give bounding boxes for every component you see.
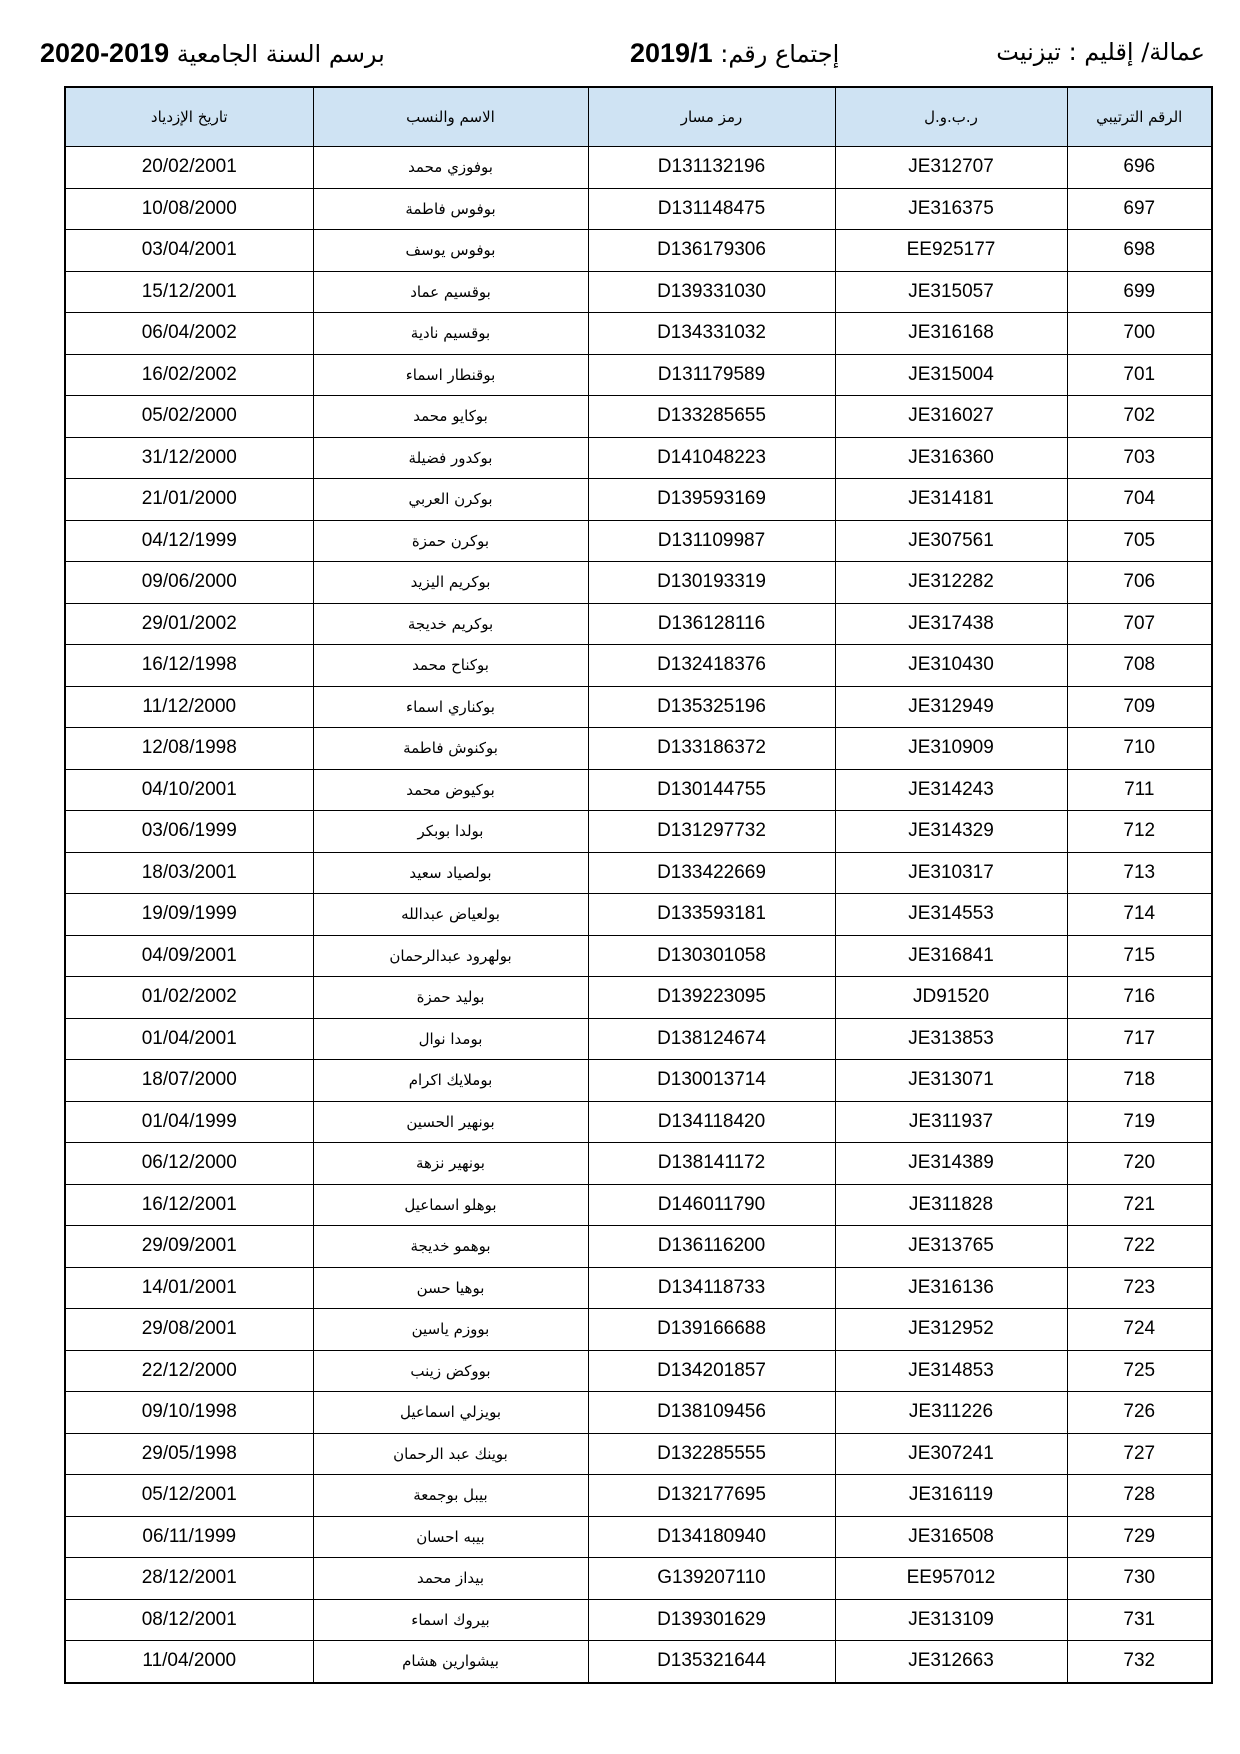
column-header-name: الاسم والنسب [313,87,588,147]
table-row [65,479,1212,521]
cell-cin: JE310317 [835,852,1067,894]
table-row [65,1101,1212,1143]
cell-dob: 28/12/2001 [65,1558,313,1600]
cell-cin: JD91520 [835,977,1067,1019]
cell-cin: JE314181 [835,479,1067,521]
cell-seq: 718 [1067,1060,1212,1102]
cell-cin: JE312952 [835,1309,1067,1351]
cell-dob: 20/02/2001 [65,147,313,189]
cell-seq: 714 [1067,894,1212,936]
table-row [65,354,1212,396]
cell-name: بوكناح محمد [313,645,588,687]
cell-massar: D136179306 [588,230,835,272]
cell-massar: D146011790 [588,1184,835,1226]
cell-dob: 19/09/1999 [65,894,313,936]
academic-year [40,38,385,69]
meeting-label: إجتماع رقم: [720,40,840,68]
table-row [65,811,1212,853]
cell-cin: JE307561 [835,520,1067,562]
cell-seq: 710 [1067,728,1212,770]
cell-name: بوهلو اسماعيل [313,1184,588,1226]
table-row [65,1350,1212,1392]
students-table [64,86,1213,1684]
cell-massar: D131109987 [588,520,835,562]
table-row [65,852,1212,894]
cell-seq: 705 [1067,520,1212,562]
cell-cin: JE317438 [835,603,1067,645]
cell-name: بوكرن حمزة [313,520,588,562]
cell-cin: JE314853 [835,1350,1067,1392]
cell-massar: D134118733 [588,1267,835,1309]
cell-seq: 713 [1067,852,1212,894]
cell-cin: JE316360 [835,437,1067,479]
table-row [65,769,1212,811]
table-row [65,147,1212,189]
table-row [65,645,1212,687]
cell-cin: JE312707 [835,147,1067,189]
cell-name: بوفوزي محمد [313,147,588,189]
cell-dob: 11/04/2000 [65,1641,313,1683]
table-header-row [65,87,1212,147]
cell-name: بوقنطار اسماء [313,354,588,396]
table-row [65,1309,1212,1351]
cell-cin: JE311937 [835,1101,1067,1143]
table-row [65,562,1212,604]
table-row [65,1558,1212,1600]
cell-seq: 699 [1067,271,1212,313]
cell-seq: 708 [1067,645,1212,687]
academic-year-value: 2020-2019 [40,38,170,68]
table-row [65,1018,1212,1060]
cell-massar: D134118420 [588,1101,835,1143]
cell-name: بويزلي اسماعيل [313,1392,588,1434]
cell-name: بوكدور فضيلة [313,437,588,479]
cell-massar: D138124674 [588,1018,835,1060]
cell-name: بولهرود عبدالرحمان [313,935,588,977]
table-row [65,894,1212,936]
cell-massar: D131148475 [588,188,835,230]
cell-cin: JE313071 [835,1060,1067,1102]
cell-massar: D132285555 [588,1433,835,1475]
cell-massar: D138141172 [588,1143,835,1185]
cell-name: بوكيوض محمد [313,769,588,811]
cell-dob: 29/08/2001 [65,1309,313,1351]
cell-dob: 09/10/1998 [65,1392,313,1434]
cell-cin: JE316841 [835,935,1067,977]
cell-cin: JE314389 [835,1143,1067,1185]
cell-seq: 698 [1067,230,1212,272]
cell-dob: 10/08/2000 [65,188,313,230]
table-row [65,1641,1212,1683]
cell-cin: JE307241 [835,1433,1067,1475]
prefecture-label: عمالة/ إقليم : تيزنيت [996,38,1205,66]
meeting-info [630,38,839,69]
cell-seq: 709 [1067,686,1212,728]
cell-name: بوليد حمزة [313,977,588,1019]
cell-massar: D131132196 [588,147,835,189]
table-row [65,1226,1212,1268]
cell-seq: 712 [1067,811,1212,853]
cell-cin: JE313109 [835,1599,1067,1641]
table-row [65,1267,1212,1309]
cell-dob: 01/04/2001 [65,1018,313,1060]
cell-seq: 730 [1067,1558,1212,1600]
meeting-number: 2019/1 [630,38,713,68]
cell-name: بوفوس فاطمة [313,188,588,230]
cell-seq: 706 [1067,562,1212,604]
cell-seq: 715 [1067,935,1212,977]
column-header-cin: ر.ب.و.ل [835,87,1067,147]
cell-dob: 18/03/2001 [65,852,313,894]
cell-cin: JE314329 [835,811,1067,853]
cell-cin: JE311828 [835,1184,1067,1226]
cell-cin: JE316508 [835,1516,1067,1558]
column-header-massar: رمز مسار [588,87,835,147]
cell-massar: D135325196 [588,686,835,728]
cell-seq: 701 [1067,354,1212,396]
cell-cin: JE316136 [835,1267,1067,1309]
cell-dob: 06/11/1999 [65,1516,313,1558]
cell-seq: 725 [1067,1350,1212,1392]
cell-name: بولعياض عبدالله [313,894,588,936]
table-row [65,603,1212,645]
cell-massar: D139166688 [588,1309,835,1351]
cell-cin: JE313765 [835,1226,1067,1268]
cell-massar: G139207110 [588,1558,835,1600]
cell-name: بوكايو محمد [313,396,588,438]
cell-massar: D132177695 [588,1475,835,1517]
cell-seq: 723 [1067,1267,1212,1309]
page-header [40,38,1205,78]
cell-name: بوكريم اليزيد [313,562,588,604]
cell-seq: 717 [1067,1018,1212,1060]
cell-massar: D135321644 [588,1641,835,1683]
cell-seq: 728 [1067,1475,1212,1517]
cell-dob: 04/10/2001 [65,769,313,811]
cell-cin: JE316027 [835,396,1067,438]
table-row [65,271,1212,313]
cell-dob: 18/07/2000 [65,1060,313,1102]
cell-cin: EE957012 [835,1558,1067,1600]
cell-dob: 04/12/1999 [65,520,313,562]
cell-name: بوكنوش فاطمة [313,728,588,770]
table-row [65,1184,1212,1226]
cell-massar: D136128116 [588,603,835,645]
cell-dob: 16/02/2002 [65,354,313,396]
academic-year-label: برسم السنة الجامعية [176,40,385,68]
cell-dob: 31/12/2000 [65,437,313,479]
cell-massar: D130144755 [588,769,835,811]
cell-dob: 06/04/2002 [65,313,313,355]
cell-cin: JE311226 [835,1392,1067,1434]
cell-seq: 697 [1067,188,1212,230]
cell-massar: D141048223 [588,437,835,479]
table-row [65,437,1212,479]
cell-cin: JE313853 [835,1018,1067,1060]
cell-massar: D139223095 [588,977,835,1019]
cell-dob: 16/12/2001 [65,1184,313,1226]
cell-dob: 01/04/1999 [65,1101,313,1143]
cell-name: بيبه احسان [313,1516,588,1558]
cell-seq: 720 [1067,1143,1212,1185]
cell-massar: D134201857 [588,1350,835,1392]
table-row [65,1475,1212,1517]
table-row [65,396,1212,438]
cell-cin: JE312949 [835,686,1067,728]
table-row [65,1060,1212,1102]
column-header-dob: تاريخ الإزدياد [65,87,313,147]
cell-seq: 703 [1067,437,1212,479]
cell-seq: 722 [1067,1226,1212,1268]
cell-cin: JE314553 [835,894,1067,936]
cell-massar: D134180940 [588,1516,835,1558]
cell-dob: 06/12/2000 [65,1143,313,1185]
cell-cin: JE310909 [835,728,1067,770]
cell-dob: 29/09/2001 [65,1226,313,1268]
cell-cin: JE314243 [835,769,1067,811]
cell-cin: JE316119 [835,1475,1067,1517]
table-row [65,1599,1212,1641]
cell-seq: 732 [1067,1641,1212,1683]
table-row [65,1433,1212,1475]
table-row [65,1516,1212,1558]
cell-cin: JE315004 [835,354,1067,396]
cell-seq: 726 [1067,1392,1212,1434]
cell-dob: 09/06/2000 [65,562,313,604]
cell-name: بومدا نوال [313,1018,588,1060]
cell-massar: D139331030 [588,271,835,313]
cell-name: بوكناري اسماء [313,686,588,728]
cell-seq: 707 [1067,603,1212,645]
cell-cin: JE312663 [835,1641,1067,1683]
table-row [65,935,1212,977]
table-row [65,977,1212,1019]
cell-massar: D130193319 [588,562,835,604]
cell-seq: 704 [1067,479,1212,521]
cell-massar: D131297732 [588,811,835,853]
cell-name: بوينك عبد الرحمان [313,1433,588,1475]
cell-name: بولصياد سعيد [313,852,588,894]
cell-name: بوملايك اكرام [313,1060,588,1102]
cell-massar: D136116200 [588,1226,835,1268]
cell-cin: JE316168 [835,313,1067,355]
cell-seq: 729 [1067,1516,1212,1558]
cell-seq: 724 [1067,1309,1212,1351]
cell-dob: 05/02/2000 [65,396,313,438]
cell-dob: 05/12/2001 [65,1475,313,1517]
table-body [65,147,1212,1683]
cell-name: بيروك اسماء [313,1599,588,1641]
cell-name: بوقسيم نادية [313,313,588,355]
table-row [65,1392,1212,1434]
table-row [65,230,1212,272]
cell-dob: 21/01/2000 [65,479,313,521]
cell-seq: 700 [1067,313,1212,355]
cell-seq: 702 [1067,396,1212,438]
students-table-wrapper [64,86,1211,1684]
cell-dob: 14/01/2001 [65,1267,313,1309]
cell-dob: 16/12/1998 [65,645,313,687]
table-row [65,686,1212,728]
cell-name: بيبل بوجمعة [313,1475,588,1517]
cell-massar: D134331032 [588,313,835,355]
cell-dob: 08/12/2001 [65,1599,313,1641]
table-row [65,728,1212,770]
cell-name: بوكريم خديجة [313,603,588,645]
table-row [65,520,1212,562]
cell-dob: 11/12/2000 [65,686,313,728]
cell-dob: 03/04/2001 [65,230,313,272]
cell-cin: EE925177 [835,230,1067,272]
cell-dob: 29/01/2002 [65,603,313,645]
cell-name: بيداز محمد [313,1558,588,1600]
table-row [65,188,1212,230]
cell-name: بوهيا حسن [313,1267,588,1309]
cell-seq: 731 [1067,1599,1212,1641]
cell-name: بونهير نزهة [313,1143,588,1185]
cell-massar: D138109456 [588,1392,835,1434]
cell-name: بوفوس يوسف [313,230,588,272]
cell-seq: 721 [1067,1184,1212,1226]
cell-massar: D139301629 [588,1599,835,1641]
cell-cin: JE312282 [835,562,1067,604]
cell-dob: 12/08/1998 [65,728,313,770]
cell-seq: 696 [1067,147,1212,189]
column-header-seq: الرقم الترتيبي [1067,87,1212,147]
cell-dob: 01/02/2002 [65,977,313,1019]
cell-cin: JE315057 [835,271,1067,313]
cell-massar: D130013714 [588,1060,835,1102]
cell-massar: D133285655 [588,396,835,438]
table-row [65,1143,1212,1185]
cell-cin: JE316375 [835,188,1067,230]
cell-name: بوكرن العربي [313,479,588,521]
cell-dob: 03/06/1999 [65,811,313,853]
cell-name: بووزم ياسين [313,1309,588,1351]
cell-massar: D131179589 [588,354,835,396]
cell-massar: D133422669 [588,852,835,894]
cell-massar: D132418376 [588,645,835,687]
cell-seq: 727 [1067,1433,1212,1475]
cell-name: بووكض زينب [313,1350,588,1392]
cell-massar: D133593181 [588,894,835,936]
cell-cin: JE310430 [835,645,1067,687]
cell-massar: D133186372 [588,728,835,770]
cell-dob: 29/05/1998 [65,1433,313,1475]
cell-massar: D130301058 [588,935,835,977]
cell-seq: 716 [1067,977,1212,1019]
cell-dob: 22/12/2000 [65,1350,313,1392]
cell-dob: 15/12/2001 [65,271,313,313]
cell-seq: 711 [1067,769,1212,811]
cell-seq: 719 [1067,1101,1212,1143]
cell-massar: D139593169 [588,479,835,521]
cell-name: بوقسيم عماد [313,271,588,313]
table-row [65,313,1212,355]
cell-name: بيشوارين هشام [313,1641,588,1683]
cell-name: بولدا بوبكر [313,811,588,853]
cell-name: بونهير الحسين [313,1101,588,1143]
cell-dob: 04/09/2001 [65,935,313,977]
cell-name: بوهمو خديجة [313,1226,588,1268]
